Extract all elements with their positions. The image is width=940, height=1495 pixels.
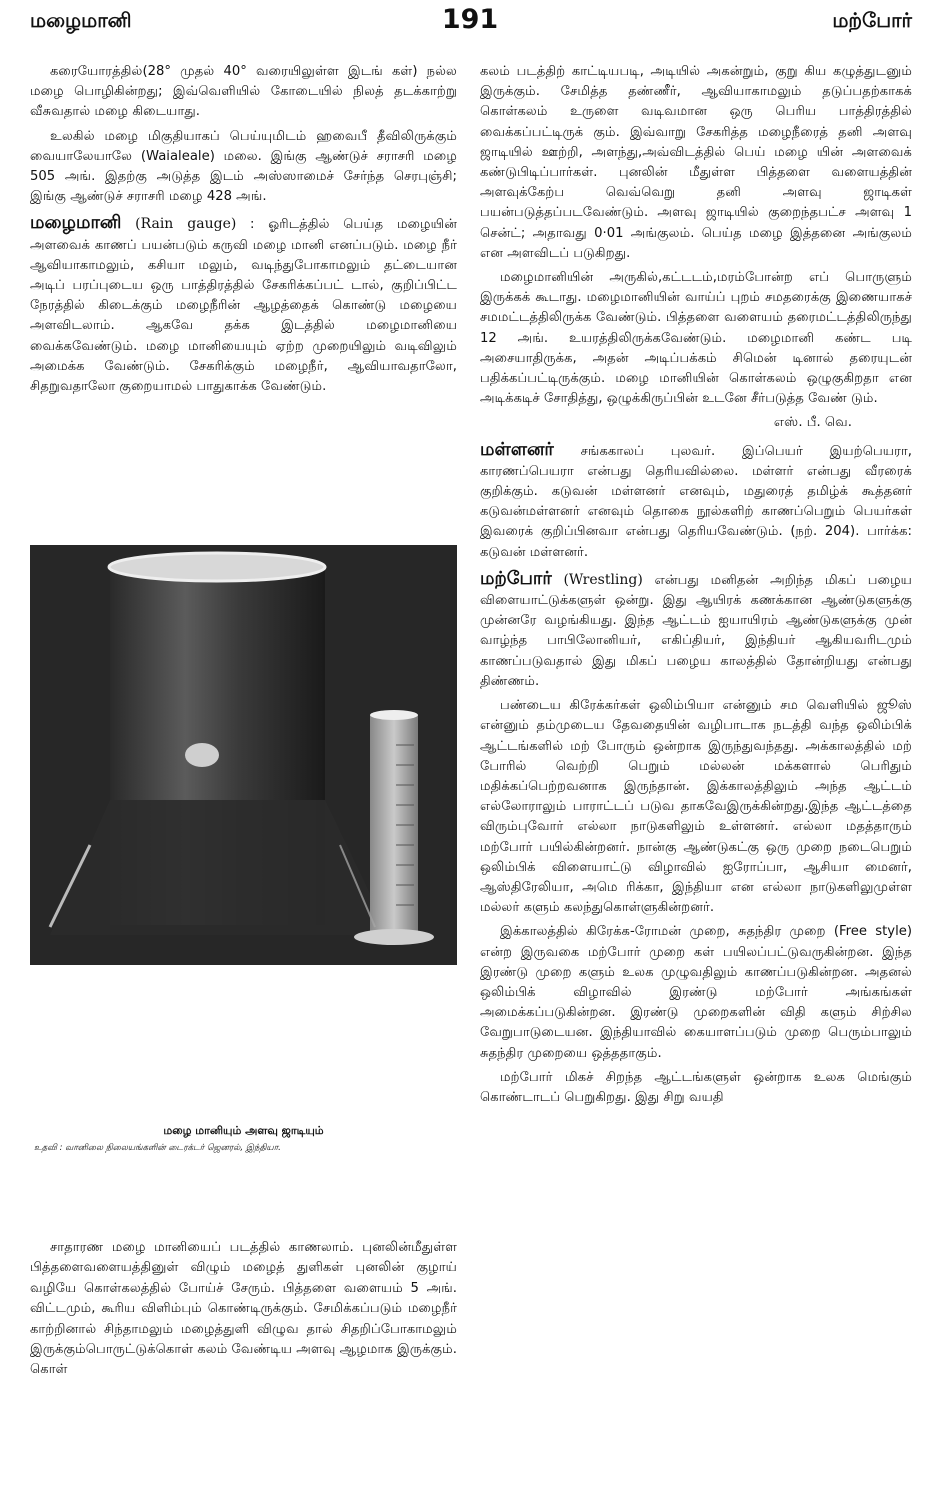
entry-text: : ஓரிடத்தில் பெய்த மழையின் அளவைக் காணப் பயன்படும் கருவி மழை மானி எனப்படும். மழை நீர் ஆவியாகாமலும், கசியா மலும், வடிந்துபோகாமலும் தட்டையான அடிப் பரப்புடைய ஒரு பாத்திரத்தில் சேகரிக்கப்பட் டால், குறிப்பிட்ட நேரத்தில் கிடைக்கும் மழைநீரின் ஆழத்தைக் கொண்டு மழையை அளவிடலாம். ஆகவே தக்க இடத்தில் மழைமானியை வைக்கவேண்டும். மழை மானியையும் ஏற்ற முறையிலும் வடிவிலும் அமைக்க வேண்டும். சேகரிக்கும் மழைநீர், ஆவியாவதாலோ, சிதறுவதாலோ குறையாமல் பாதுகாக்க வேண்டும். xyxy=(30,217,457,395)
entry-headword: மழைமானி xyxy=(30,212,122,234)
rain-gauge-photo xyxy=(30,545,457,965)
paragraph: பண்டைய கிரேக்கர்கள் ஒலிம்பியா என்னும் சம வெளியில் ஜூஸ் என்னும் தம்முடைய தேவதையின் வழிபாடாக நடத்தி வந்த ஒலிம்பிக் ஆட்டங்களில் மற் போரும் ஒன்றாக இருந்துவந்தது. அக்காலத்தில் மற் போரில் வெற்றி பெறும் மல்லன் மக்களால் பெரிதும் மதிக்கப்பெற்றவனாக இருந்தான். இக்காலத்திலும் அந்த ஆட்டம் எல்லோராலும் பாராட்டப் படுவ தாகவேஇருக்கின்றது.இந்த ஆட்டத்தை விரும்புவோர் எல்லா நாடுகளிலும் உள்ளனர். எல்லா மதத்தாரும் மற்போர் பயில்கின்றனர். நான்கு ஆண்டுகட்கு ஒரு முறை நடைபெறும் ஒலிம்பிக் விளையாட்டு விழாவில் ஐரோப்பா, ஆசியா மைனர், ஆஸ்திரேலியா, அமெ ரிக்கா, இந்தியா என எல்லா நாடுகளிலுமுள்ள மல்லர் களும் கலந்துகொள்ளுகின்றனர். xyxy=(480,698,912,916)
paragraph: உலகில் மழை மிகுதியாகப் பெய்யுமிடம் ஹவைபீ தீவிலிருக்கும் வையாலேயாலே (Waialeale) மலை. இங்கு ஆண்டுச் சராசரி மழை 505 அங். இதற்கு அடுத்த இடம் அஸ்ஸாமைச் சேர்ந்த செரபுஞ்சி; இங்கு ஆண்டுச் சராசரி மழை 428 அங். xyxy=(30,128,457,205)
left-column xyxy=(30,62,457,401)
entry-mallanar xyxy=(480,440,912,563)
paragraph: மழைமானியின் அருகில்,கட்டடம்,மரம்போன்ற எப் பொருளும் இருக்கக் கூடாது. மழைமானியின் வாய்ப் புறம் சமதரைக்கு இணையாகச் சமமட்டத்திலிருக்க வேண்டும். பித்தளை வளையம் தரைமட்டத்திலிருந்து 12 அங். உயரத்திலிருக்கவேண்டும். மழைமானி கண்ட படி அசையாதிருக்க, அதன் அடிப்பக்கம் சிமென் டினால் தரையுடன் பதிக்கப்பட்டிருக்கும். மழை மானியின் கொள்கலம் ஒழுகுகிறதா என அடிக்கடிச் சோதித்து, ஒழுக்கிருப்பின் உடனே சீர்படுத்த வேண் டும். xyxy=(480,270,912,407)
running-head-left: மழைமானி xyxy=(30,8,132,32)
paragraph: இக்காலத்தில் கிரேக்க-ரோமன் முறை, சுதந்திர முறை (Free style) என்ற இருவகை மற்போர் முறை கள் பயிலப்பட்டுவருகின்றன. இந்த இரண்டு முறை களும் உலக முழுவதிலும் காணப்படுகின்றன. அதனல் ஒலிம்பிக் விழாவில் இரண்டு மற்போர் அங்கங்கள் அமைக்கப்படுகின்றன. இரண்டு முறைகளின் விதி களும் சிற்சில வேறுபாடுடையன. இந்தியாவில் கையாளப்படும் முறை பெரும்பாலும் சுதந்திர முறையை ஒத்ததாகும். xyxy=(480,924,912,1061)
author-signature: எஸ். பீ. வெ. xyxy=(773,415,852,431)
page-number: 191 xyxy=(441,4,499,35)
gauge-label-plate xyxy=(185,743,219,767)
figure-caption-block xyxy=(30,1110,457,1154)
left-column-bottom xyxy=(30,1238,457,1381)
paragraph: சாதாரண மழை மானியைப் படத்தில் காணலாம். புனலின்மீதுள்ள பித்தளைவளையத்தினுள் விழும் மழைத் துளிகள் புனலின் குழாய் வழியே கொள்கலத்தில் போய்ச் சேரும். பித்தளை வளையம் 5 அங். விட்டமும், கூரிய விளிம்பும் கொண்டிருக்கும். சேமிக்கப்படும் மழைநீர் காற்றினால் சிந்தாமலும் மழைத்துளி விழுவ தால் சிதறிப்போகாமலும் இருக்கும்பொருட்டுக்கொள் கலம் வேண்டிய அளவு ஆழமாக இருக்கும். கொள் xyxy=(30,1240,457,1378)
entry-text: சங்ககாலப் புலவர். இப்பெயர் இயற்பெயரா, காரணப்பெயரா என்பது தெரியவில்லை. மள்ளர் என்பது வீரரைக் குறிக்கும். கடுவன் மள்ளனர் எனவும், மதுரைத் தமிழ்க் கூத்தனர் கடுவன்மள்ளனர் எனவும் தொகை நூல்களிற் காணப்பெறும் பெயர்கள் இவரைக் குறிப்பினவா என்பது தெரியவேண்டும். (நற். 204). பார்க்க: கடுவன் மள்ளனர். xyxy=(480,443,912,560)
paragraph: மற்போர் மிகச் சிறந்த ஆட்டங்களுள் ஒன்றாக உலக மெங்கும் கொண்டாடப் பெறுகிறது. இது சிறு வயதி xyxy=(480,1069,912,1105)
entry-text: என்பது மனிதன் அறிந்த மிகப் பழைய விளையாட்டுக்களுள் ஒன்று. இது ஆயிரக் கணக்கான ஆண்டுகளுக்கு முன்னரே வழங்கியது. இந்த ஆட்டம் ஐயாயிரம் ஆண்டுகளுக்கு முன் வாழ்ந்த பாபிலோனியர், எகிப்தியர், இந்தியர் ஆகியவரிடமும் காணப்படுவதால் இது மிகப் பழைய காலத்தில் தோன்றியது என்பது திண்ணம். xyxy=(480,572,912,689)
entry-headword: மள்ளனர் xyxy=(480,438,554,460)
entry-english-term: (Wrestling) xyxy=(563,571,643,588)
figure-credit: உதவி : வானிலை நிலையங்களின் டைரக்டர் ஜெனரல், இந்தியா. xyxy=(34,1143,281,1153)
entry-wrestling xyxy=(480,569,912,692)
entry-rain-gauge xyxy=(30,213,457,397)
entry-english-term: (Rain gauge) xyxy=(135,216,237,233)
running-head-right: மற்போர் xyxy=(832,8,912,32)
paragraph: கரையோரத்தில்(28° முதல் 40° வரையிலுள்ள இடங் கள்) நல்ல மழை பொழிகின்றது; இவ்வெளியில் கோடையில் நிலத் தடக்காற்று வீசுவதால் மழை கிடையாது. xyxy=(30,64,457,120)
right-column xyxy=(480,62,912,1112)
paragraph: கலம் படத்திற் காட்டியபடி, அடியில் அகன்றும், குறு கிய கழுத்துடனும் இருக்கும். சேமித்த தண்ணீர், ஆவியாகாமலும் தடுப்பதற்காகக் கொள்கலம் உருளை வடிவமான ஒரு பெரிய பாத்திரத்தில் வைக்கப்பட்டிருக் கும். இவ்வாறு சேகரித்த மழைநீரைத் தனி அளவு ஜாடியில் ஊற்றி, அளந்து,அவ்விடத்தில் பெய் மழை யின் அளவைக் கண்டுபிடிப்பார்கள். புனலின் மீதுள்ள பித்தளை வளையத்தின் அளவுக்கேற்ப வெவ்வெறு தனி அளவு ஜாடிகள் பயன்படுத்தப்படவேண்டும். அளவு ஜாடியில் குறைந்தபட்ச அளவு 1 சென்ட்; அதாவது 0·01 அங்குலம். பெய்த மழை இத்தனை அங்குலம் என அளவிடப் படுகிறது. xyxy=(480,64,912,261)
figure-caption: மழை மானியும் அளவு ஜாடியும் xyxy=(163,1124,324,1137)
entry-headword: மற்போர் xyxy=(480,567,552,589)
